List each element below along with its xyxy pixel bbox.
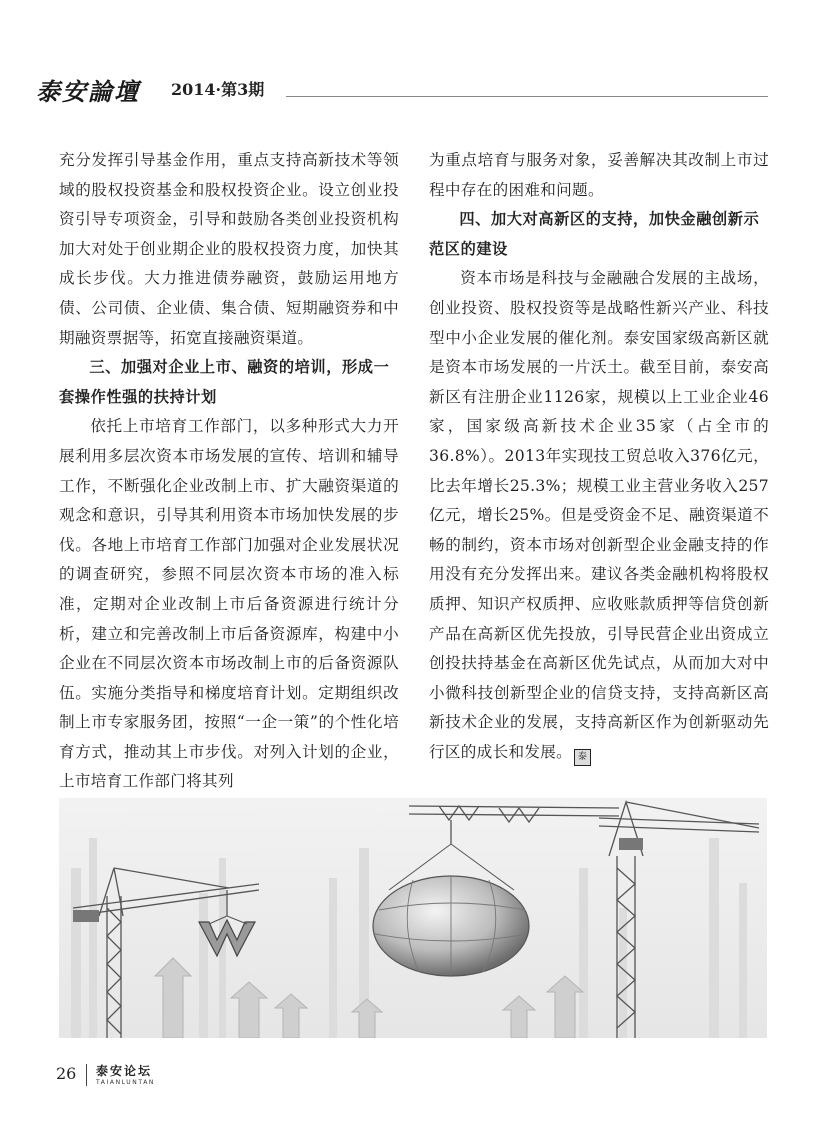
footer-divider (86, 1064, 87, 1086)
illustration-svg (59, 798, 767, 1038)
issue-label: 2014·第3期 (171, 80, 265, 99)
page-footer (52, 1058, 252, 1092)
paragraph-text: 资本市场是科技与金融融合发展的主战场，创业投资、股权投资等是战略性新兴产业、科技型中小企业发展的催化剂。泰安国家级高新区就是资本市场发展的一片沃土。截至目前，泰安高新区有注册企业1126家，规模以上工业企业46家，国家级高新技术企业35家（占全市的36.8%）。2013年实现技工贸总收入376亿元，比去年增长25.3%；规模工业主营业务收入257亿元，增长25%。但是受资金不足、融资渠道不畅的制约，资本市场对创新型企业金融支持的作用没有充分发挥出来。建议各类金融机构将股权质押、知识产权质押、应收账款质押等信贷创新产品在高新区优先投放，引导民营企业出资成立创投扶持基金在高新区优先试点，从而加大对中小微科技创新型企业的信贷支持，支持高新区高新技术企业的发展，支持高新区作为创新驱动先行区的成长和发展。 (429, 269, 769, 761)
magazine-title: 泰安论坛 (96, 1064, 153, 1078)
paragraph (429, 264, 769, 767)
right-column (429, 146, 769, 767)
crane-right-cab (619, 838, 643, 850)
section-heading: 四、加大对高新区的支持，加快金融创新示范区的建设 (429, 210, 760, 258)
paragraph: 为重点培育与服务对象，妥善解决其改制上市过程中存在的困难和问题。 (429, 151, 769, 199)
crane-illustration (59, 798, 767, 1038)
magazine-title-en: TAIANLUNTAN (96, 1079, 155, 1086)
page-number: 26 (56, 1064, 77, 1083)
left-column (59, 146, 399, 797)
crane-left-counterweight (73, 910, 99, 922)
journal-brand: 泰安論壇 (36, 77, 140, 106)
paragraph: 依托上市培育工作部门，以多种形式大力开展利用多层次资本市场发展的宣传、培训和辅导工作，不断强化企业改制上市、扩大融资渠道的观念和意识，引导其利用资本市场加快发展的步伐。各地上市培育工作部门加强对企业发展状况的调查研究，参照不同层次资本市场的准入标准，定期对企业改制上市后备资源进行统计分析，建立和完善改制上市后备资源库，构建中小企业在不同层次资本市场改制上市的后备资源队伍。实施分类指导和梯度培育计划。定期组织改制上市专家服务团，按照“一企一策”的个性化培育方式，推动其上市步伐。对列入计划的企业，上市培育工作部门将其列 (59, 417, 399, 791)
section-heading: 三、加强对企业上市、融资的培训，形成一套操作性强的扶持计划 (59, 358, 390, 406)
end-mark-icon: 泰 (574, 749, 591, 766)
page-header (36, 70, 768, 106)
paragraph: 充分发挥引导基金作用，重点支持高新技术等领域的股权投资基金和股权投资企业。设立创业投资引导专项资金，引导和鼓励各类创业投资机构加大对处于创业期企业的股权投资力度，加快其成长步伐。大力推进债券融资，鼓励运用地方债、公司债、企业债、集合债、短期融资券和中期融资票据等，拓宽直接融资渠道。 (59, 151, 399, 347)
header-rule (286, 96, 768, 97)
